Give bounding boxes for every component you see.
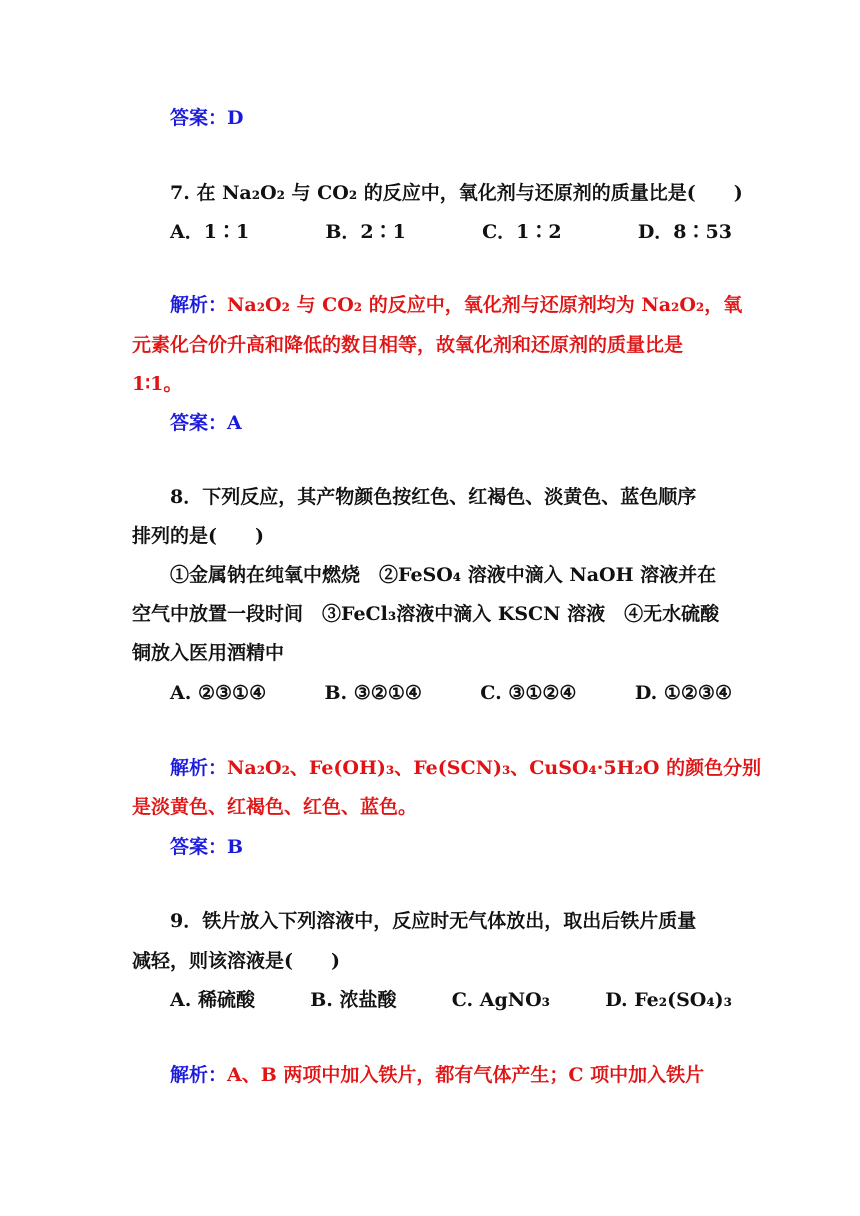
q9-option-b: B. 浓盐酸	[310, 989, 397, 1011]
q7-answer-value: A	[227, 412, 242, 434]
q9-option-d: D. Fe₂(SO₄)₃	[605, 989, 732, 1011]
analysis-label: 解析：	[170, 294, 228, 316]
q8-analysis-line-1	[170, 752, 762, 784]
q7-option-b: B．2∶1	[325, 221, 406, 243]
q8-answer-value: B	[227, 836, 244, 858]
q7-analysis-line-1	[170, 289, 743, 321]
q7-options	[170, 216, 732, 248]
q9-option-c: C. AgNO₃	[451, 989, 550, 1011]
q9-analysis-text-1: A、B 两项中加入铁片，都有气体产生；C 项中加入铁片	[227, 1064, 705, 1086]
q8-analysis-text-1: Na₂O₂、Fe(OH)₃、Fe(SCN)₃、CuSO₄·5H₂O 的颜色分别	[227, 757, 762, 779]
analysis-label: 解析：	[170, 757, 228, 779]
q8-items-line-2: 空气中放置一段时间 ③FeCl₃溶液中滴入 KSCN 溶液 ④无水硫酸	[132, 603, 720, 625]
answer-label: 答案：	[170, 107, 228, 129]
q7-analysis-line-3: 1∶1。	[132, 373, 183, 395]
q7-option-c: C．1∶2	[482, 221, 562, 243]
q8-answer-line	[170, 831, 732, 863]
q7-analysis-line-2: 元素化合价升高和降低的数目相等，故氧化剂和还原剂的质量比是	[132, 334, 684, 356]
q8-items-line-1: ①金属钠在纯氧中燃烧 ②FeSO₄ 溶液中滴入 NaOH 溶液并在	[170, 564, 717, 586]
q8-analysis-line-2: 是淡黄色、红褐色、红色、蓝色。	[132, 796, 418, 818]
q7-option-d: D．8∶53	[637, 221, 732, 243]
q8-option-a: A. ②③①④	[170, 682, 267, 704]
analysis-label: 解析：	[170, 1064, 228, 1086]
q8-options	[170, 677, 732, 709]
answer-label: 答案：	[170, 412, 228, 434]
q7-option-a: A．1∶1	[170, 221, 250, 243]
q9-stem-line-2: 减轻，则该溶液是( )	[132, 950, 340, 972]
q7-analysis-text-1: Na₂O₂ 与 CO₂ 的反应中，氧化剂与还原剂均为 Na₂O₂，氧	[227, 294, 743, 316]
q9-option-a: A. 稀硫酸	[170, 989, 255, 1011]
q8-option-d: D. ①②③④	[634, 682, 732, 704]
answer-label: 答案：	[170, 836, 228, 858]
q9-stem-line-1: 9．铁片放入下列溶液中，反应时无气体放出，取出后铁片质量	[170, 910, 697, 932]
q9-options	[170, 984, 732, 1016]
q8-option-b: B. ③②①④	[324, 682, 422, 704]
q8-items-line-3: 铜放入医用酒精中	[132, 642, 285, 664]
q8-stem-line-1: 8．下列反应，其产物颜色按红色、红褐色、淡黄色、蓝色顺序	[170, 486, 697, 508]
answer-value: D	[227, 107, 244, 129]
q8-stem-line-2: 排列的是( )	[132, 525, 264, 547]
answer-line	[170, 102, 732, 134]
q9-analysis-line-1	[170, 1059, 732, 1091]
q8-option-c: C. ③①②④	[480, 682, 577, 704]
q7-stem: 7. 在 Na₂O₂ 与 CO₂ 的反应中，氧化剂与还原剂的质量比是( )	[170, 182, 743, 204]
q7-answer-line	[170, 407, 732, 439]
